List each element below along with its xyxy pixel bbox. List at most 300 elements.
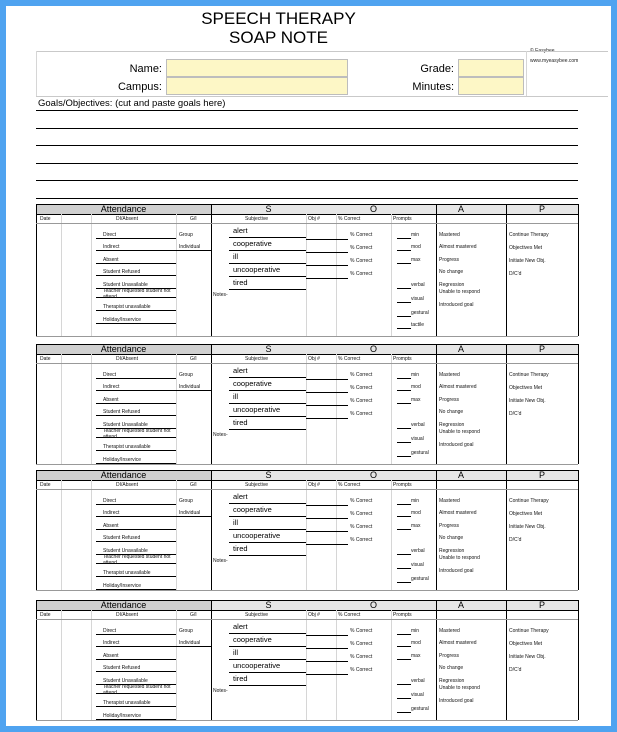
subjective-line-0	[229, 237, 306, 238]
group-item[interactable]: Group	[179, 232, 193, 238]
goals-label: Goals/Objectives: (cut and paste goals here)	[38, 98, 226, 109]
attendance-item[interactable]: Teacher requested student not attend	[103, 288, 171, 300]
assessment-item[interactable]: No change	[439, 535, 464, 541]
plan-item[interactable]: D/C'd	[509, 537, 522, 543]
subjective-item[interactable]: tired	[233, 674, 248, 683]
prompt-item[interactable]: mod	[411, 384, 421, 390]
plan-item[interactable]: Objectives Met	[509, 385, 543, 391]
attendance-item[interactable]: Absent	[103, 257, 119, 263]
prompt-line-2	[397, 659, 411, 660]
attendance-item[interactable]: Absent	[103, 397, 119, 403]
header-divider	[36, 610, 578, 611]
gil-col-header: G/I	[190, 482, 197, 488]
plan-item[interactable]: D/C'd	[509, 667, 522, 673]
prompt-line-4	[397, 568, 411, 569]
assessment-item[interactable]: No change	[439, 409, 464, 415]
pct-correct-label: % Correct	[350, 641, 373, 647]
pct-correct-label: % Correct	[350, 667, 373, 673]
s-header: S	[265, 344, 272, 354]
website: www.myeasybee.com	[530, 58, 579, 64]
prompt-item[interactable]: visual	[411, 296, 424, 302]
subjective-line-3	[229, 416, 306, 417]
plan-item[interactable]: D/C'd	[509, 271, 522, 277]
right-border	[578, 344, 579, 464]
prompt-item[interactable]: min	[411, 628, 420, 634]
a-divider	[436, 600, 437, 720]
col-line-3	[306, 610, 307, 720]
pct-correct-label: % Correct	[350, 258, 373, 264]
assessment-item[interactable]: No change	[439, 269, 464, 275]
left-border	[36, 344, 37, 464]
campus-label: Campus:	[117, 81, 162, 93]
prompt-line-1	[397, 390, 411, 391]
attendance-item[interactable]: Student Refused	[103, 665, 141, 671]
col-line-1	[91, 610, 92, 720]
pct-col-header: % Correct	[338, 356, 361, 362]
subjective-item[interactable]: uncooperative	[233, 531, 281, 540]
assessment-item[interactable]: Progress	[439, 397, 460, 403]
subjective-line-0	[229, 503, 306, 504]
pct-correct-label: % Correct	[350, 398, 373, 404]
p-divider	[506, 470, 507, 590]
prompt-line-1	[397, 646, 411, 647]
date-col-header: Date	[40, 482, 51, 488]
subjective-item[interactable]: cooperative	[233, 505, 272, 514]
attendance-item[interactable]: Holiday/Inservice	[103, 317, 142, 323]
obj-line-2	[306, 531, 348, 532]
assessment-item[interactable]: No change	[439, 665, 464, 671]
date-col-header: Date	[40, 216, 51, 222]
assessment-item[interactable]: Introduced goal	[439, 698, 474, 704]
attendance-item[interactable]: Teacher requested student not attend	[103, 554, 171, 566]
assessment-item[interactable]: Almost mastered	[439, 510, 477, 516]
grade-field[interactable]	[458, 59, 524, 77]
col-line-4	[336, 610, 337, 720]
attendance-item[interactable]: Student Unavailable	[103, 548, 148, 554]
prompt-item[interactable]: min	[411, 372, 420, 378]
attendance-line-3	[96, 541, 176, 542]
prompt-line-3	[397, 428, 411, 429]
subjective-line-4	[229, 289, 306, 290]
prompt-item[interactable]: visual	[411, 562, 424, 568]
a-divider	[436, 470, 437, 590]
prompt-item[interactable]: min	[411, 232, 420, 238]
group-item[interactable]: Individual	[179, 384, 201, 390]
subjective-item[interactable]: cooperative	[233, 239, 272, 248]
right-border	[578, 470, 579, 590]
subjective-item[interactable]: uncooperative	[233, 405, 281, 414]
o-header: O	[369, 344, 377, 354]
obj-line-0	[306, 635, 348, 636]
col-line-5	[391, 480, 392, 590]
prompt-item[interactable]: mod	[411, 510, 421, 516]
name-field[interactable]	[166, 59, 348, 77]
prompt-line-2	[397, 263, 411, 264]
subjective-item[interactable]: cooperative	[233, 379, 272, 388]
obj-line-2	[306, 405, 348, 406]
assessment-item[interactable]: Unable to respond	[439, 555, 480, 561]
attendance-line-0	[96, 634, 176, 635]
attendance-header: Attendance	[100, 600, 147, 610]
col-line-4	[336, 480, 337, 590]
subjective-item[interactable]: tired	[233, 418, 248, 427]
subjective-line-2	[229, 659, 306, 660]
o-header: O	[369, 204, 377, 214]
subjective-item[interactable]: ill	[233, 648, 238, 657]
prompt-item[interactable]: gestural	[411, 576, 429, 582]
date-col-header: Date	[40, 356, 51, 362]
obj-line-1	[306, 648, 348, 649]
title-line-2: SOAP NOTE	[229, 28, 328, 47]
attendance-item[interactable]: Student Refused	[103, 535, 141, 541]
col-line-2	[176, 610, 177, 720]
attendance-item[interactable]: Therapist unavailable	[103, 700, 151, 706]
col-line-0	[61, 354, 62, 464]
prompt-item[interactable]: mod	[411, 640, 421, 646]
attendance-line-1	[96, 250, 176, 251]
right-border	[578, 600, 579, 720]
o-header: O	[369, 600, 377, 610]
group-item[interactable]: Individual	[179, 244, 201, 250]
assessment-item[interactable]: Mastered	[439, 232, 460, 238]
subjective-item[interactable]: uncooperative	[233, 265, 281, 274]
assessment-item[interactable]: Introduced goal	[439, 568, 474, 574]
attendance-item[interactable]: Student Unavailable	[103, 678, 148, 684]
attendance-item[interactable]: Holiday/Inservice	[103, 713, 142, 719]
p-divider	[506, 600, 507, 720]
obj-col-header: Obj #	[308, 216, 320, 222]
s-header: S	[265, 600, 272, 610]
prompt-line-0	[397, 634, 411, 635]
p-header: P	[538, 470, 545, 480]
obj-col-header: Obj #	[308, 356, 320, 362]
plan-item[interactable]: Objectives Met	[509, 245, 543, 251]
prompt-line-2	[397, 403, 411, 404]
dil-col-header: DI/Absent	[116, 216, 138, 222]
left-border	[36, 470, 37, 590]
obj-line-1	[306, 518, 348, 519]
attendance-item[interactable]: Absent	[103, 653, 119, 659]
plan-item[interactable]: D/C'd	[509, 411, 522, 417]
section-bottom-border	[36, 720, 578, 721]
gil-col-header: G/I	[190, 612, 197, 618]
prompt-item[interactable]: tactile	[411, 322, 425, 328]
group-item[interactable]: Group	[179, 628, 193, 634]
prompt-item[interactable]: max	[411, 397, 421, 403]
dil-col-header: DI/Absent	[116, 482, 138, 488]
campus-field[interactable]	[166, 77, 348, 95]
plan-item[interactable]: Objectives Met	[509, 511, 543, 517]
assessment-item[interactable]: Mastered	[439, 498, 460, 504]
soap-section-1	[36, 204, 578, 336]
prompt-line-4	[397, 698, 411, 699]
s-header: S	[265, 470, 272, 480]
attendance-item[interactable]: Holiday/Inservice	[103, 457, 142, 463]
prompt-item[interactable]: max	[411, 653, 421, 659]
attendance-item[interactable]: Indirect	[103, 244, 120, 250]
prompt-item[interactable]: verbal	[411, 282, 425, 288]
attendance-line-3	[96, 671, 176, 672]
subjective-item[interactable]: cooperative	[233, 635, 272, 644]
col-line-1	[91, 354, 92, 464]
subj-divider	[211, 470, 212, 590]
obj-line-3	[306, 544, 348, 545]
prompt-line-4	[397, 302, 411, 303]
subjective-line-0	[229, 633, 306, 634]
attendance-line-0	[96, 238, 176, 239]
attendance-line-6	[96, 450, 176, 451]
group-underline	[176, 646, 211, 647]
attendance-item[interactable]: Teacher requested student not attend	[103, 428, 171, 440]
plan-item[interactable]: Continue Therapy	[509, 372, 549, 378]
plan-item[interactable]: Objectives Met	[509, 641, 543, 647]
group-item[interactable]: Group	[179, 498, 193, 504]
a-header: A	[457, 204, 464, 214]
soap-section-4	[36, 600, 578, 720]
subjective-line-1	[229, 250, 306, 251]
right-border	[578, 204, 579, 336]
attendance-item[interactable]: Therapist unavailable	[103, 570, 151, 576]
group-item[interactable]: Individual	[179, 510, 201, 516]
subjective-line-1	[229, 516, 306, 517]
plan-item[interactable]: Initiate New Obj.	[509, 654, 546, 660]
obj-line-2	[306, 265, 348, 266]
subjective-item[interactable]: ill	[233, 252, 238, 261]
prompt-item[interactable]: gestural	[411, 706, 429, 712]
prompt-item[interactable]: visual	[411, 692, 424, 698]
s-header: S	[265, 204, 272, 214]
assessment-item[interactable]: Regression	[439, 678, 465, 684]
attendance-header: Attendance	[100, 344, 147, 354]
pct-col-header: % Correct	[338, 612, 361, 618]
attendance-item[interactable]: Student Unavailable	[103, 282, 148, 288]
prompt-item[interactable]: gestural	[411, 450, 429, 456]
prompt-line-0	[397, 504, 411, 505]
attendance-line-0	[96, 504, 176, 505]
subjective-item[interactable]: alert	[233, 622, 248, 631]
prompt-line-0	[397, 238, 411, 239]
plan-item[interactable]: Continue Therapy	[509, 628, 549, 634]
attendance-line-2	[96, 529, 176, 530]
prompts-col-header: Prompts	[393, 482, 412, 488]
attendance-item[interactable]: Direct	[103, 498, 117, 504]
attendance-item[interactable]: Indirect	[103, 640, 120, 646]
attendance-line-6	[96, 706, 176, 707]
attendance-item[interactable]: Teacher requested student not attend	[103, 684, 171, 696]
plan-item[interactable]: Continue Therapy	[509, 498, 549, 504]
attendance-item[interactable]: Student Unavailable	[103, 422, 148, 428]
subj-divider	[211, 344, 212, 464]
assessment-item[interactable]: Regression	[439, 422, 465, 428]
prompt-item[interactable]: verbal	[411, 678, 425, 684]
plan-item[interactable]: Continue Therapy	[509, 232, 549, 238]
minutes-label: Minutes:	[412, 81, 454, 93]
header-divider	[36, 214, 578, 215]
plan-item[interactable]: Initiate New Obj.	[509, 258, 546, 264]
col-line-0	[61, 610, 62, 720]
attendance-line-6	[96, 310, 176, 311]
prompt-line-3	[397, 684, 411, 685]
header-divider	[36, 354, 578, 355]
a-header: A	[457, 344, 464, 354]
prompt-line-5	[397, 712, 411, 713]
gil-col-header: G/I	[190, 356, 197, 362]
subjective-line-0	[229, 377, 306, 378]
attendance-item[interactable]: Direct	[103, 232, 117, 238]
attendance-item[interactable]: Indirect	[103, 510, 120, 516]
pct-correct-label: % Correct	[350, 511, 373, 517]
prompt-line-1	[397, 516, 411, 517]
assessment-item[interactable]: Unable to respond	[439, 429, 480, 435]
name-label: Name:	[129, 63, 162, 75]
pct-correct-label: % Correct	[350, 411, 373, 417]
prompt-item[interactable]: verbal	[411, 422, 425, 428]
goals-area[interactable]	[36, 110, 578, 198]
assessment-item[interactable]: Progress	[439, 523, 460, 529]
assessment-item[interactable]: Unable to respond	[439, 289, 480, 295]
attendance-line-7	[96, 323, 176, 324]
col-line-3	[306, 214, 307, 336]
col-line-5	[391, 610, 392, 720]
attendance-item[interactable]: Direct	[103, 372, 117, 378]
prompt-line-3	[397, 554, 411, 555]
col-header-divider	[36, 489, 578, 490]
obj-col-header: Obj #	[308, 612, 320, 618]
subjective-line-1	[229, 646, 306, 647]
group-item[interactable]: Individual	[179, 640, 201, 646]
notes-label: Notes-	[213, 432, 228, 438]
prompt-item[interactable]: visual	[411, 436, 424, 442]
pct-col-header: % Correct	[338, 482, 361, 488]
attendance-line-2	[96, 403, 176, 404]
attendance-item[interactable]: Student Refused	[103, 409, 141, 415]
prompt-line-5	[397, 582, 411, 583]
subjective-item[interactable]: ill	[233, 392, 238, 401]
attendance-line-1	[96, 516, 176, 517]
attendance-line-2	[96, 263, 176, 264]
attendance-item[interactable]: Student Refused	[103, 269, 141, 275]
pct-correct-label: % Correct	[350, 271, 373, 277]
plan-item[interactable]: Initiate New Obj.	[509, 398, 546, 404]
subjective-line-1	[229, 390, 306, 391]
soap-section-2	[36, 344, 578, 464]
subj-divider	[211, 600, 212, 720]
plan-item[interactable]: Initiate New Obj.	[509, 524, 546, 530]
attendance-item[interactable]: Therapist unavailable	[103, 444, 151, 450]
subjective-col-header: Subjective	[245, 356, 269, 362]
subjective-item[interactable]: ill	[233, 518, 238, 527]
prompt-line-5	[397, 316, 411, 317]
attendance-item[interactable]: Absent	[103, 523, 119, 529]
prompt-item[interactable]: mod	[411, 244, 421, 250]
subjective-item[interactable]: uncooperative	[233, 661, 281, 670]
assessment-item[interactable]: Almost mastered	[439, 640, 477, 646]
attendance-header: Attendance	[100, 470, 147, 480]
pct-correct-label: % Correct	[350, 372, 373, 378]
attendance-item[interactable]: Holiday/Inservice	[103, 583, 142, 589]
assessment-item[interactable]: Introduced goal	[439, 302, 474, 308]
notes-label: Notes-	[213, 292, 228, 298]
attendance-line-1	[96, 646, 176, 647]
gil-col-header: G/I	[190, 216, 197, 222]
subjective-line-2	[229, 263, 306, 264]
group-underline	[176, 516, 211, 517]
prompts-col-header: Prompts	[393, 612, 412, 618]
prompt-item[interactable]: verbal	[411, 548, 425, 554]
assessment-item[interactable]: Almost mastered	[439, 384, 477, 390]
subjective-item[interactable]: tired	[233, 544, 248, 553]
group-item[interactable]: Group	[179, 372, 193, 378]
prompt-item[interactable]: gestural	[411, 310, 429, 316]
group-underline	[176, 390, 211, 391]
subjective-item[interactable]: alert	[233, 226, 248, 235]
assessment-item[interactable]: Mastered	[439, 372, 460, 378]
pct-col-header: % Correct	[338, 216, 361, 222]
dil-col-header: DI/Absent	[116, 612, 138, 618]
obj-line-1	[306, 252, 348, 253]
assessment-item[interactable]: Regression	[439, 282, 465, 288]
assessment-item[interactable]: Mastered	[439, 628, 460, 634]
assessment-item[interactable]: Introduced goal	[439, 442, 474, 448]
subjective-item[interactable]: alert	[233, 366, 248, 375]
header-divider	[36, 480, 578, 481]
a-header: A	[457, 600, 464, 610]
section-bottom-border	[36, 464, 578, 465]
col-line-3	[306, 354, 307, 464]
prompt-item[interactable]: max	[411, 257, 421, 263]
prompt-item[interactable]: max	[411, 523, 421, 529]
subjective-item[interactable]: tired	[233, 278, 248, 287]
col-line-5	[391, 354, 392, 464]
o-header: O	[369, 470, 377, 480]
date-col-header: Date	[40, 612, 51, 618]
attendance-item[interactable]: Indirect	[103, 384, 120, 390]
subjective-line-4	[229, 429, 306, 430]
attendance-item[interactable]: Therapist unavailable	[103, 304, 151, 310]
subjective-line-3	[229, 276, 306, 277]
assessment-item[interactable]: Progress	[439, 653, 460, 659]
attendance-line-1	[96, 390, 176, 391]
soap-note-sheet	[6, 6, 611, 726]
pct-correct-label: % Correct	[350, 498, 373, 504]
assessment-item[interactable]: Regression	[439, 548, 465, 554]
dil-col-header: DI/Absent	[116, 356, 138, 362]
section-bottom-border	[36, 590, 578, 591]
subjective-item[interactable]: alert	[233, 492, 248, 501]
obj-line-0	[306, 505, 348, 506]
subjective-col-header: Subjective	[245, 612, 269, 618]
a-divider	[436, 344, 437, 464]
col-header-divider	[36, 363, 578, 364]
soap-section-3	[36, 470, 578, 590]
prompt-line-1	[397, 250, 411, 251]
col-line-2	[176, 214, 177, 336]
col-line-4	[336, 354, 337, 464]
prompt-line-2	[397, 529, 411, 530]
attendance-item[interactable]: Direct	[103, 628, 117, 634]
minutes-field[interactable]	[458, 77, 524, 95]
obj-line-0	[306, 379, 348, 380]
pct-correct-label: % Correct	[350, 524, 373, 530]
left-border	[36, 600, 37, 720]
prompt-item[interactable]: min	[411, 498, 420, 504]
assessment-item[interactable]: Almost mastered	[439, 244, 477, 250]
pct-correct-label: % Correct	[350, 628, 373, 634]
subjective-line-3	[229, 542, 306, 543]
assessment-item[interactable]: Progress	[439, 257, 460, 263]
subjective-line-4	[229, 555, 306, 556]
assessment-item[interactable]: Unable to respond	[439, 685, 480, 691]
